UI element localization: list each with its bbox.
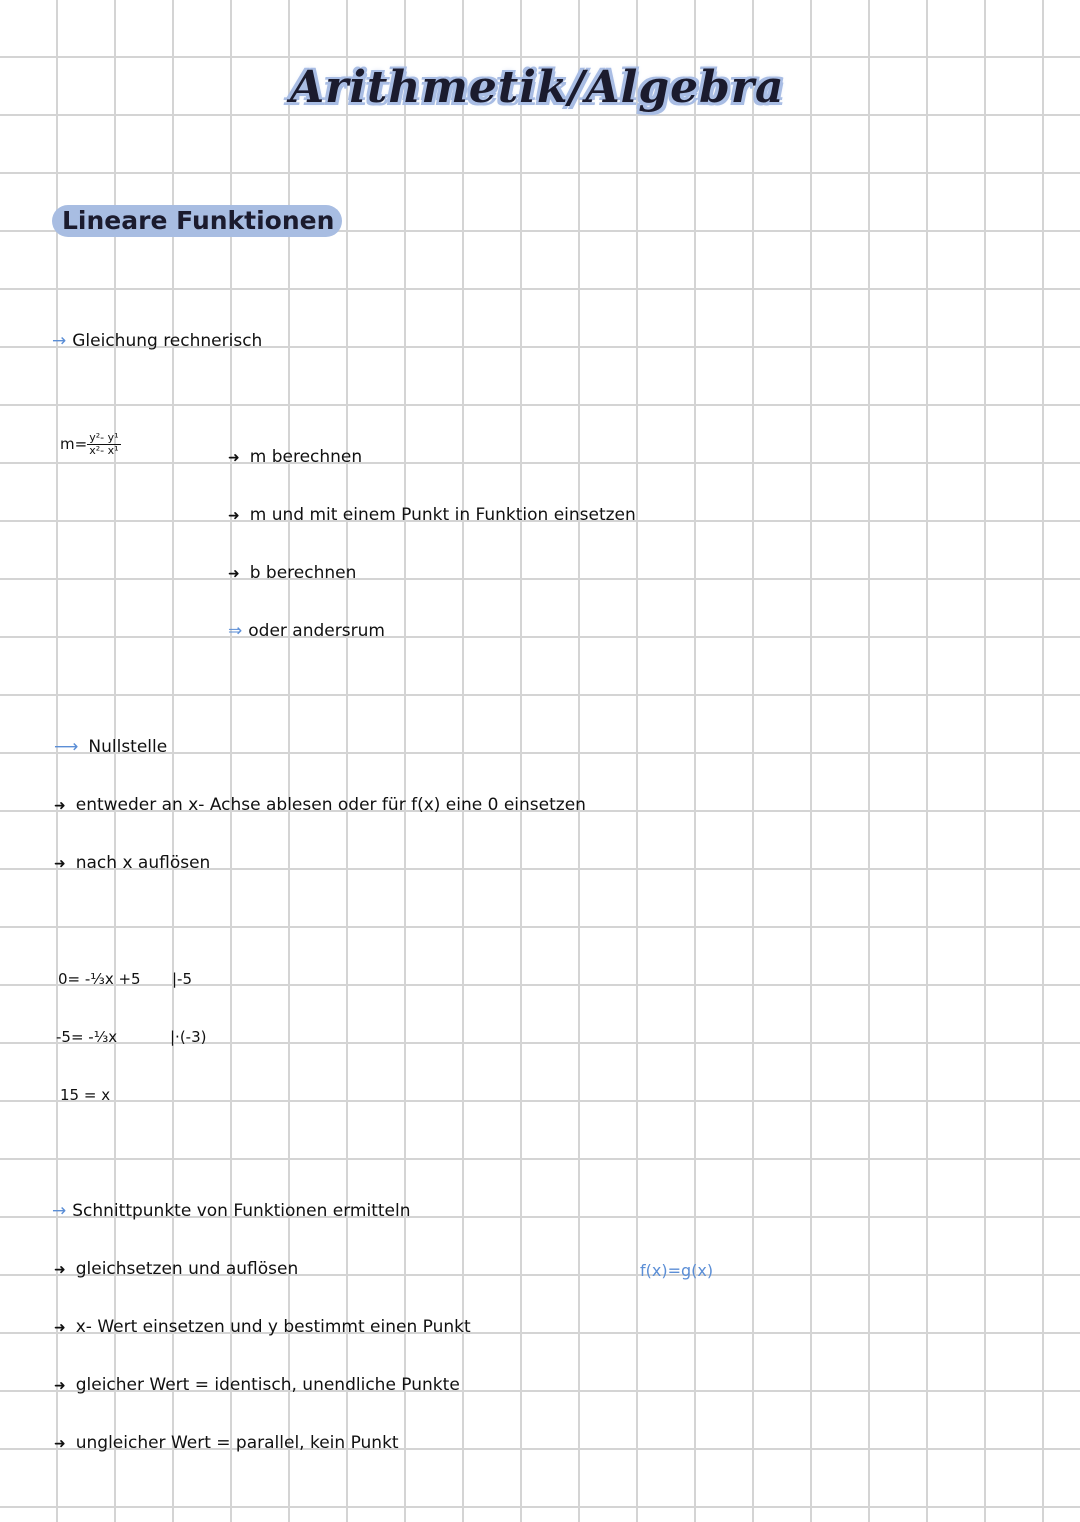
m-formula-denominator: x²- x¹ [89, 444, 119, 457]
schnittpunkte-step-text: ungleicher Wert = parallel, kein Punkt [75, 1433, 399, 1453]
schnittpunkte-step [54, 1258, 298, 1281]
schnittpunkte-heading [52, 1200, 411, 1222]
schnittpunkte-step [54, 1432, 399, 1455]
schnittpunkte-step-text: gleichsetzen und auflösen [75, 1259, 299, 1279]
arrow-right-icon: ➜ [228, 508, 240, 524]
m-formula-lhs: m= [60, 435, 88, 453]
calc-line-op: |-5 [172, 970, 193, 988]
calc-line-expr: 15 = x [60, 1086, 111, 1104]
arrow-right-icon: → [52, 331, 67, 351]
arrow-right-icon: ➜ [54, 798, 66, 814]
page-title: Arithmetik/Algebra [290, 62, 785, 113]
gleichung-conclusion-text: oder andersrum [248, 621, 385, 641]
arrow-right-icon: → [52, 1201, 67, 1221]
double-arrow-icon: ⇒ [228, 621, 243, 641]
schnittpunkte-step [54, 1316, 471, 1339]
schnittpunkte-step-text: x- Wert einsetzen und y bestimmt einen Punkt [75, 1317, 471, 1337]
arrow-right-icon: ➜ [228, 450, 240, 466]
nullstelle-step [54, 794, 586, 817]
arrow-right-icon: ➜ [54, 1320, 66, 1336]
gleichung-step-text: m berechnen [249, 447, 363, 467]
nullstelle-step-text: nach x auflösen [75, 853, 211, 873]
schnittpunkte-step-text: gleicher Wert = identisch, unendliche Punkte [75, 1375, 460, 1395]
arrow-right-icon: ➜ [54, 1378, 66, 1394]
nullstelle-heading [54, 736, 167, 758]
arrow-right-icon: ➜ [54, 856, 66, 872]
arrow-right-icon: ⟶ [54, 737, 79, 757]
calc-line-op: |·(-3) [170, 1028, 207, 1046]
arrow-right-icon: ➜ [54, 1262, 66, 1278]
gleichung-step [228, 562, 356, 585]
gleichung-step-text: m und mit einem Punkt in Funktion einsetzen [249, 505, 636, 525]
schnittpunkte-step [54, 1374, 460, 1397]
gleichung-step-text: b berechnen [249, 563, 357, 583]
section-heading: Lineare Funktionen [52, 205, 342, 237]
gleichung-conclusion [228, 620, 385, 642]
nullstelle-step-text: entweder an x- Achse ablesen oder für f(x) eine 0 einsetzen [75, 795, 586, 815]
calc-line-expr: -5= -⅓x [56, 1028, 118, 1046]
arrow-right-icon: ➜ [54, 1436, 66, 1452]
gleichung-heading-text: Gleichung rechnerisch [72, 331, 263, 351]
schnittpunkte-note: f(x)=g(x) [640, 1261, 714, 1280]
m-formula-numerator: y²- y¹ [89, 431, 119, 444]
nullstelle-heading-text: Nullstelle [88, 737, 168, 757]
arrow-right-icon: ➜ [228, 566, 240, 582]
gleichung-heading [52, 330, 262, 352]
nullstelle-step [54, 852, 210, 875]
gleichung-step [228, 446, 362, 469]
schnittpunkte-heading-text: Schnittpunkte von Funktionen ermitteln [72, 1201, 411, 1221]
m-formula-fraction [87, 432, 120, 457]
m-formula [60, 432, 121, 457]
calc-line-expr: 0= -⅓x +5 [58, 970, 141, 988]
gleichung-step [228, 504, 636, 527]
